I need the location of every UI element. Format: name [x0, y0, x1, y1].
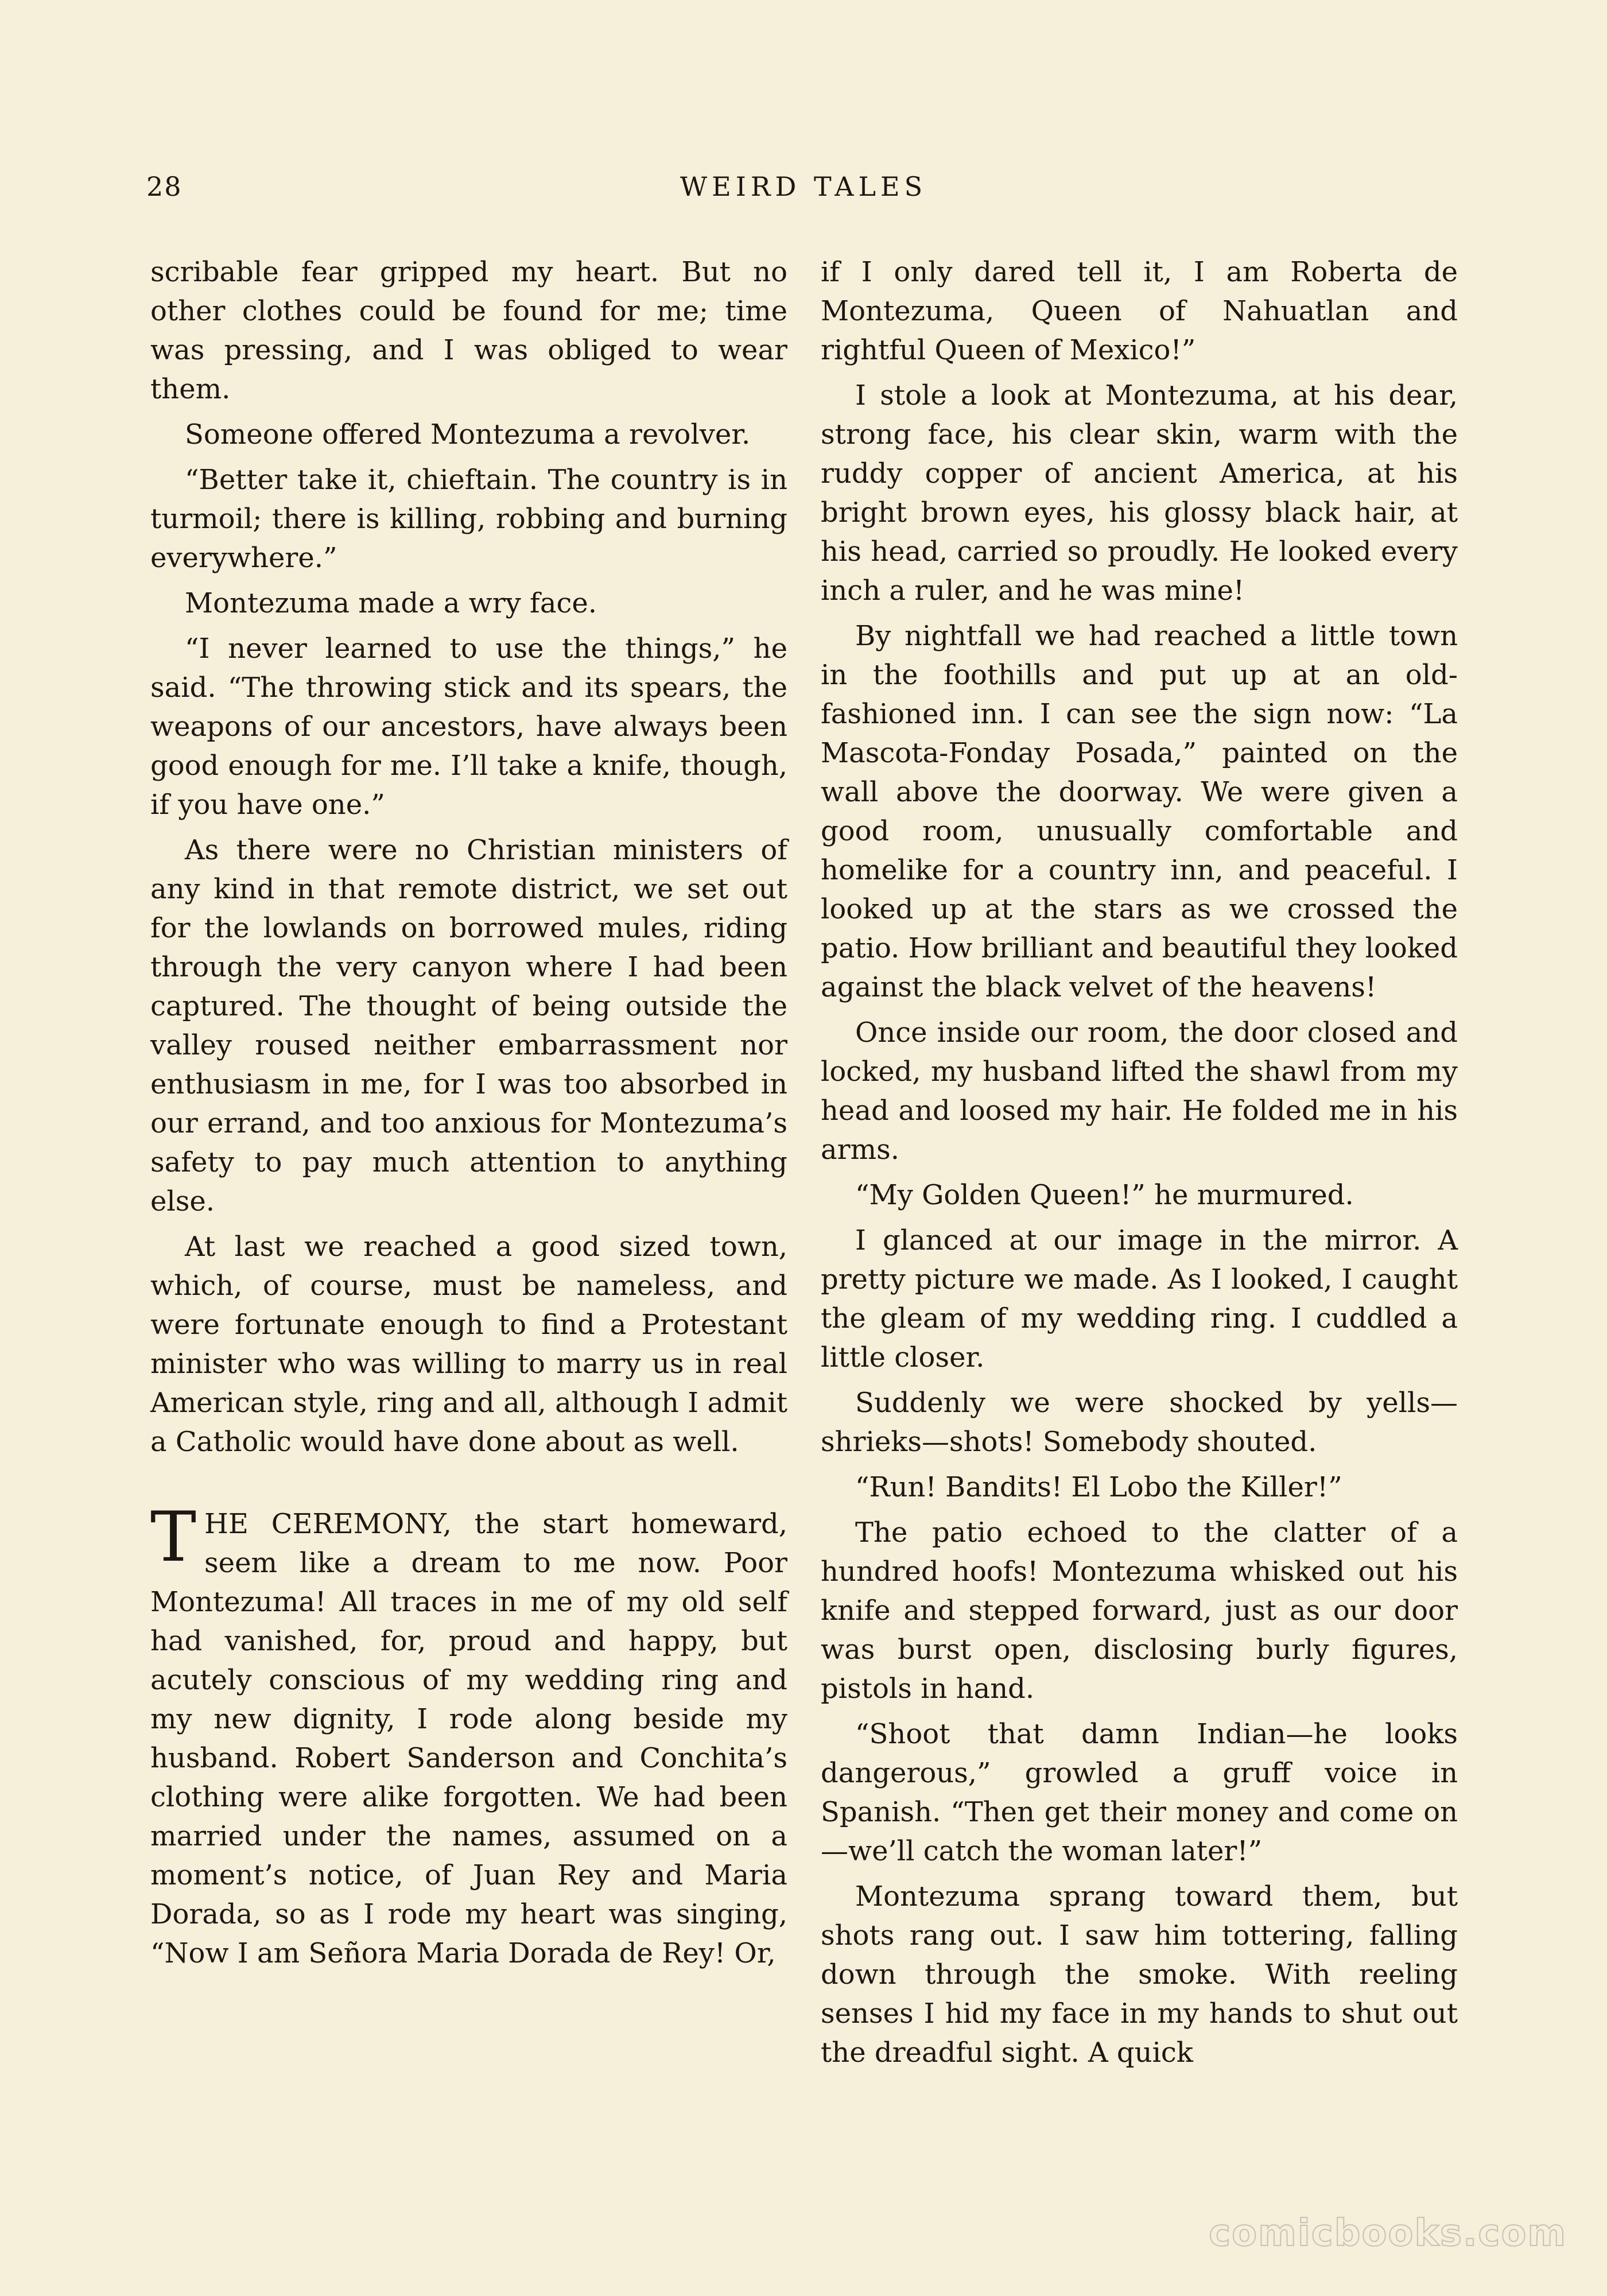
page-header [146, 171, 1461, 211]
paragraph: “Better take it, chieftain. The country is in turmoil; there is killing, robbing and burning everywhere.” [150, 464, 787, 574]
paragraph: I stole a look at Montezuma, at his dear, strong face, his clear skin, warm with the ruddy copper of ancient America, at his bright brown eyes, his glossy black hair, at his head, carried so proudly. He looked every inch a ruler, and he was mine! [821, 379, 1458, 607]
paragraph: The patio echoed to the clatter of a hundred hoofs! Montezuma whisked out his knife and stepped forward, just as our door was burst open, disclosing burly figures, pistols in hand. [821, 1517, 1458, 1705]
paragraph: By nightfall we had reached a little town in the foothills and put up at an old-fashioned inn. I can see the sign now: “La Mascota-Fonday Posada,” painted on the wall above the doorway. We were given a good room, unusually comfortable and homelike for a country inn, and peaceful. I looked up at the stars as we crossed the patio. How brilliant and beautiful they looked against the black velvet of the heavens! [821, 620, 1458, 1003]
running-title: WEIRD TALES [680, 171, 927, 202]
paragraph: if I only dared tell it, I am Roberta de Montezuma, Queen of Nahuatlan and rightful Queen of Mexico!” [821, 256, 1458, 366]
page-number: 28 [146, 171, 183, 202]
paragraph: Once inside our room, the door closed and locked, my husband lifted the shawl from my head and loosed my hair. He folded me in his arms. [821, 1017, 1458, 1166]
paragraph: “My Golden Queen!” he murmured. [855, 1179, 1354, 1211]
paragraph: Montezuma made a wry face. [185, 587, 597, 619]
section-opening-text: HE CEREMONY, the start homeward, seem like a dream to me now. Poor Montezuma! All traces in me of my old self had vanished, for, proud and happy, but acutely conscious of my wedding ring and my new dignity, I rode along beside my husband. Robert Sanderson and Conchita’s clothing were alike forgotten. We had been married under the names, assumed on a moment’s notice, of Juan Rey and Maria Dorada, so as I rode my heart was singing, “Now I am Señora Maria Dorada de Rey! Or, [150, 1508, 787, 1969]
drop-cap: T [150, 1498, 197, 1577]
paragraph: Suddenly we were shocked by yells—shrieks—shots! Somebody shouted. [821, 1387, 1458, 1458]
right-column [821, 253, 1458, 2078]
paragraph: Someone offered Montezuma a revolver. [185, 418, 751, 451]
paragraph: “Shoot that damn Indian—he looks dangerous,” growled a gruff voice in Spanish. “Then get their money and come on—we’ll catch the woman later!” [821, 1718, 1458, 1867]
paragraph: “I never learned to use the things,” he said. “The throwing stick and its spears, the weapons of our ancestors, have always been good enough for me. I’ll take a knife, though, if you have one.” [150, 633, 787, 821]
section-opening-paragraph [150, 1498, 787, 1973]
watermark: comicbooks.com [1209, 2212, 1567, 2255]
paragraph: I glanced at our image in the mirror. A pretty picture we made. As I looked, I caught the gleam of my wedding ring. I cuddled a little closer. [821, 1224, 1458, 1374]
paragraph: “Run! Bandits! El Lobo the Killer!” [855, 1471, 1342, 1503]
paragraph: At last we reached a good sized town, which, of course, must be nameless, and were fortunate enough to find a Protestant minister who was willing to marry us in real American style, ring and all, although I admit a Catholic would have done about as well. [150, 1231, 787, 1458]
paragraph: scribable fear gripped my heart. But no other clothes could be found for me; time was pressing, and I was obliged to wear them. [150, 256, 787, 405]
left-column [150, 253, 787, 1979]
paragraph: As there were no Christian ministers of any kind in that remote district, we set out for the lowlands on borrowed mules, riding through the very canyon where I had been captured. The thought of being outside the valley roused neither embarrassment nor enthusiasm in me, for I was too absorbed in our errand, and too anxious for Montezuma’s safety to pay much attention to anything else. [150, 834, 787, 1217]
paragraph: Montezuma sprang toward them, but shots rang out. I saw him tottering, falling down through the smoke. With reeling senses I hid my face in my hands to shut out the dreadful sight. A quick [821, 1880, 1458, 2069]
